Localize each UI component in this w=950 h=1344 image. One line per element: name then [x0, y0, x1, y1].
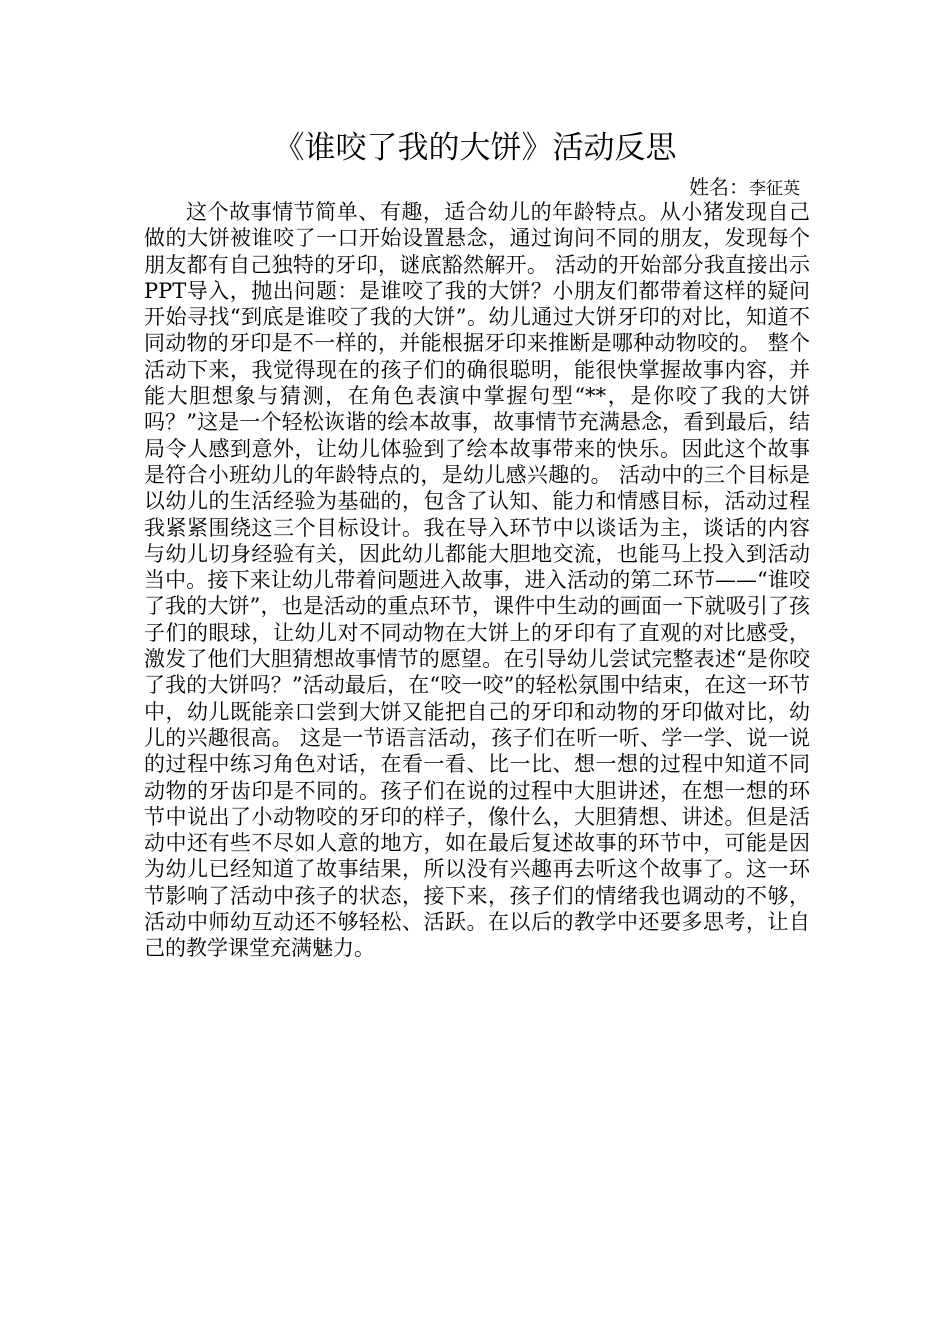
author-line	[560, 174, 800, 202]
document-title: 《谁咬了我的大饼》活动反思	[273, 130, 677, 166]
body-paragraph: 这个故事情节简单、有趣，适合幼儿的年龄特点。从小猪发现自己做的大饼被谁咬了一口开始设置悬念，通过询问不同的朋友，发现每个朋友都有自己独特的牙印，谜底豁然解开。 活动的开始部分我直接出示PPT导入，抛出问题：是谁咬了我的大饼？小朋友们都带着这样的疑问开始寻找“到底是谁咬了我的大饼”。幼儿通过大饼牙印的对比，知道不同动物的牙印是不一样的，并能根据牙印来推断是哪种动物咬的。 整个活动下来，我觉得现在的孩子们的确很聪明，能很快掌握故事内容，并能大胆想象与猜测，在角色表演中掌握句型“**，是你咬了我的大饼吗？”这是一个轻松诙谐的绘本故事，故事情节充满悬念，看到最后，结局令人感到意外，让幼儿体验到了绘本故事带来的快乐。因此这个故事是符合小班幼儿的年龄特点的，是幼儿感兴趣的。 活动中的三个目标是以幼儿的生活经验为基础的，包含了认知、能力和情感目标，活动过程我紧紧围绕这三个目标设计。我在导入环节中以谈话为主，谈话的内容与幼儿切身经验有关，因此幼儿都能大胆地交流，也能马上投入到活动当中。接下来让幼儿带着问题进入故事，进入活动的第二环节——“谁咬了我的大饼”，也是活动的重点环节，课件中生动的画面一下就吸引了孩子们的眼球，让幼儿对不同动物在大饼上的牙印有了直观的对比感受，激发了他们大胆猜想故事情节的愿望。在引导幼儿尝试完整表述“是你咬了我的大饼吗？”活动最后，在“咬一咬”的轻松氛围中结束，在这一环节中，幼儿既能亲口尝到大饼又能把自己的牙印和动物的牙印做对比，幼儿的兴趣很高。 这是一节语言活动，孩子们在听一听、学一学、说一说的过程中练习角色对话，在看一看、比一比、想一想的过程中知道不同动物的牙齿印是不同的。孩子们在说的过程中大胆讲述，在想一想的环节中说出了小动物咬的牙印的样子，像什么，大胆猜想、讲述。但是活动中还有些不尽如人意的地方，如在最后复述故事的环节中，可能是因为幼儿已经知道了故事结果，所以没有兴趣再去听这个故事了。这一环节影响了活动中孩子的状态，接下来，孩子们的情绪我也调动的不够，活动中师幼互动还不够轻松、活跃。在以后的教学中还要多思考，让自己的教学课堂充满魅力。	[144, 200, 810, 961]
author-label: 姓名：	[689, 175, 749, 199]
author-name: 李征英	[749, 179, 800, 199]
